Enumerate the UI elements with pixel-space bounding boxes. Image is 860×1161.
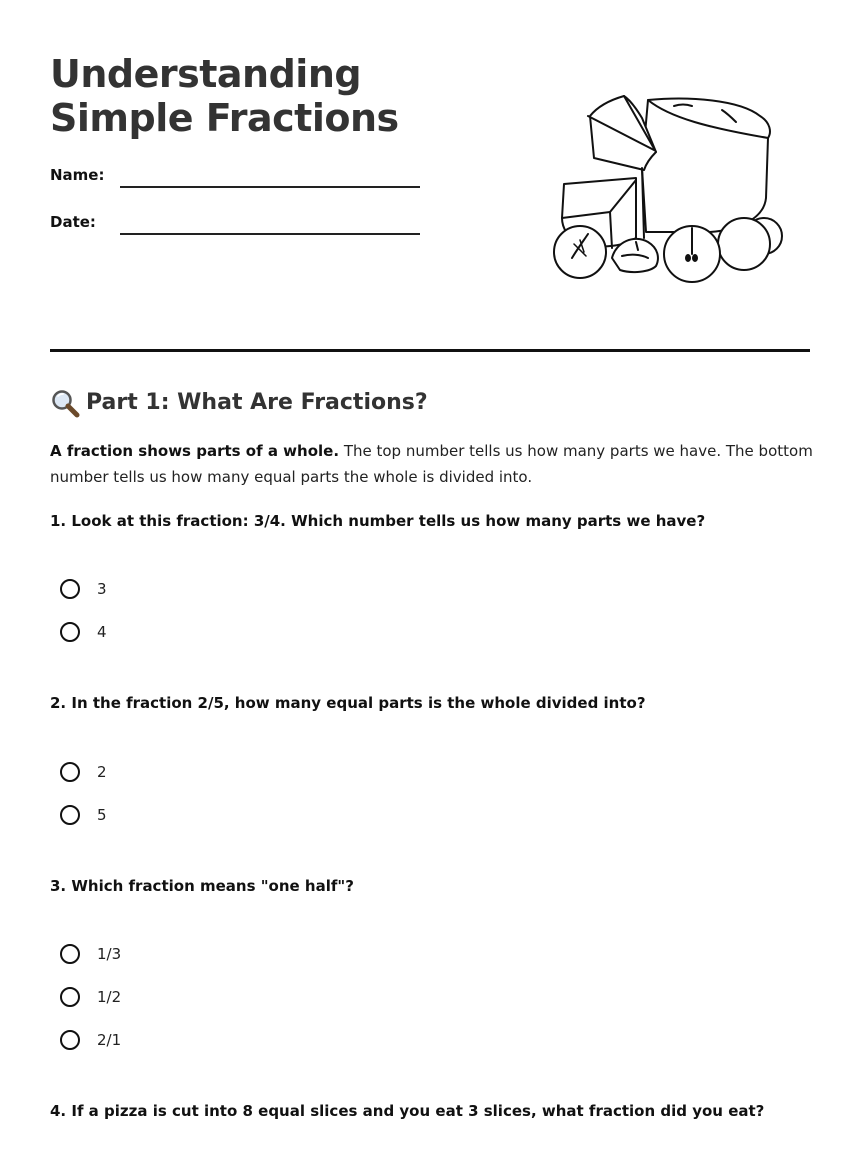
radio-button[interactable]	[60, 1030, 80, 1050]
option-label: 1/3	[97, 945, 122, 963]
section-divider	[50, 349, 810, 352]
radio-button[interactable]	[60, 987, 80, 1007]
option-label: 1/2	[97, 988, 122, 1006]
date-input-line[interactable]	[120, 233, 420, 235]
option-label: 2	[97, 763, 107, 781]
question-3: 3. Which fraction means "one half"?	[50, 877, 354, 895]
intro-text: The top number tells us how many parts we have. The bottom number tells us how many equal parts the whole is divided into.	[50, 442, 813, 486]
question-1: 1. Look at this fraction: 3/4. Which number tells us how many parts we have?	[50, 512, 706, 530]
magnifying-glass-icon	[50, 388, 80, 418]
part1-intro	[50, 438, 815, 490]
option-label: 2/1	[97, 1031, 122, 1049]
radio-button[interactable]	[60, 762, 80, 782]
q3-option-1[interactable]	[60, 941, 121, 967]
q3-option-2[interactable]	[60, 984, 121, 1010]
part1-heading	[50, 388, 428, 418]
date-label: Date:	[50, 213, 96, 231]
option-label: 3	[97, 580, 107, 598]
q1-option-1[interactable]	[60, 576, 107, 602]
radio-button[interactable]	[60, 944, 80, 964]
name-field	[50, 166, 420, 192]
radio-button[interactable]	[60, 622, 80, 642]
date-field	[50, 213, 420, 239]
cheese-and-apples-illustration	[550, 88, 786, 288]
q2-option-1[interactable]	[60, 759, 107, 785]
name-label: Name:	[50, 166, 105, 184]
option-label: 4	[97, 623, 107, 641]
option-label: 5	[97, 806, 107, 824]
worksheet-title: Understanding Simple Fractions	[50, 52, 399, 140]
radio-button[interactable]	[60, 579, 80, 599]
question-2: 2. In the fraction 2/5, how many equal parts is the whole divided into?	[50, 694, 646, 712]
radio-button[interactable]	[60, 805, 80, 825]
q1-option-2[interactable]	[60, 619, 107, 645]
intro-bold-text: A fraction shows parts of a whole.	[50, 442, 340, 460]
q3-option-3[interactable]	[60, 1027, 121, 1053]
q2-option-2[interactable]	[60, 802, 107, 828]
part1-heading-text: Part 1: What Are Fractions?	[86, 390, 428, 415]
name-input-line[interactable]	[120, 186, 420, 188]
question-4: 4. If a pizza is cut into 8 equal slices and you eat 3 slices, what fraction did you eat?	[50, 1102, 765, 1120]
